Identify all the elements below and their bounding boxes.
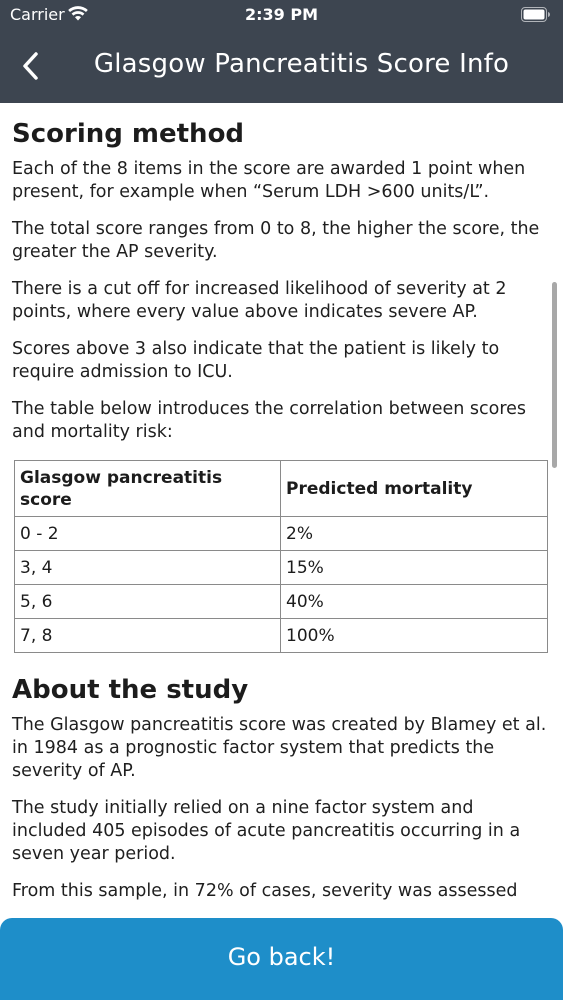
table-header-score: Glasgow pancreatitis score	[15, 461, 281, 517]
back-button[interactable]	[14, 48, 48, 84]
table-cell-mortality: 40%	[281, 585, 548, 619]
paragraph: The study initially relied on a nine factor system and included 405 episodes of acute pancreatitis occurring in a seven year period.	[12, 798, 521, 864]
table-row	[15, 517, 548, 551]
mortality-table	[14, 460, 548, 653]
paragraph: Each of the 8 items in the score are awarded 1 point when present, for example when “Serum LDH >600 units/L”.	[12, 159, 526, 202]
carrier-label: Carrier	[10, 5, 65, 24]
info-scroll-content[interactable]	[0, 103, 563, 918]
table-cell-score: 3, 4	[15, 551, 281, 585]
paragraph: The total score ranges from 0 to 8, the higher the score, the greater the AP severity.	[12, 219, 540, 262]
page-title: Glasgow Pancreatitis Score Info	[93, 49, 510, 79]
table-row	[15, 619, 548, 653]
table-cell-score: 7, 8	[15, 619, 281, 653]
paragraph: The Glasgow pancreatitis score was created by Blamey et al. in 1984 as a prognostic factor system that predicts the severity of AP.	[12, 715, 547, 781]
table-cell-mortality: 100%	[281, 619, 548, 653]
section-heading-scoring: Scoring method	[12, 119, 245, 149]
table-cell-mortality: 2%	[281, 517, 548, 551]
status-bar	[0, 0, 563, 30]
scrollbar[interactable]	[552, 282, 557, 468]
chevron-left-icon	[21, 51, 41, 81]
go-back-button[interactable]: Go back!	[0, 918, 563, 1000]
paragraph: The table below introduces the correlation between scores and mortality risk:	[12, 399, 527, 442]
paragraph: Scores above 3 also indicate that the patient is likely to require admission to ICU.	[12, 339, 500, 382]
table-row	[15, 585, 548, 619]
table-header-row	[15, 461, 548, 517]
table-cell-mortality: 15%	[281, 551, 548, 585]
battery-icon	[521, 7, 551, 22]
table-header-mortality: Predicted mortality	[281, 461, 548, 517]
table-cell-score: 5, 6	[15, 585, 281, 619]
table-cell-score: 0 - 2	[15, 517, 281, 551]
paragraph: There is a cut off for increased likelihood of severity at 2 points, where every value above indicates severe AP.	[12, 279, 507, 322]
section-heading-study: About the study	[12, 675, 249, 705]
table-row	[15, 551, 548, 585]
navigation-header	[0, 0, 563, 103]
clock-time: 2:39 PM	[244, 5, 318, 24]
paragraph: From this sample, in 72% of cases, severity was assessed	[12, 881, 518, 901]
